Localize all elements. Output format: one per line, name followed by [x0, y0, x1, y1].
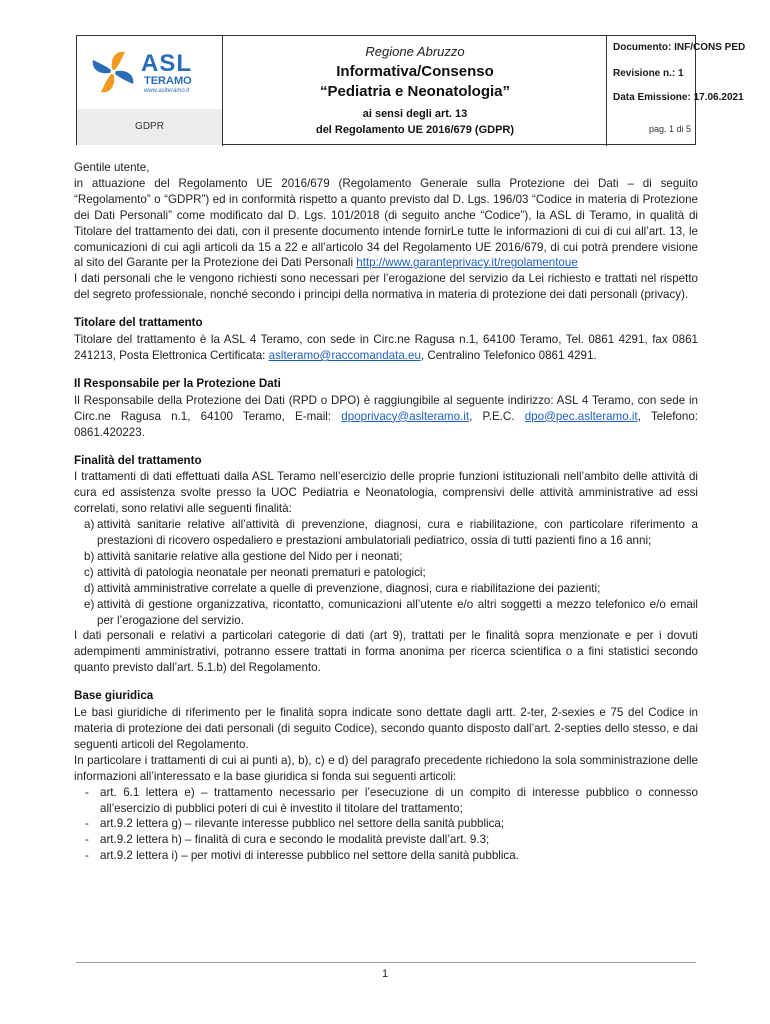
revision-number: Revisione n.: 1 [613, 68, 684, 79]
rpd-pec-link[interactable]: dpo@pec.aslteramo.it [524, 409, 638, 423]
list-marker: b) [84, 549, 95, 563]
gdpr-label: GDPR [77, 109, 222, 145]
titolare-tail: , Centralino Telefonico 0861 4291. [420, 348, 597, 362]
section-heading-base: Base giuridica [74, 689, 154, 703]
logo [77, 36, 222, 110]
list-marker: a) [84, 518, 95, 532]
page-indicator: pag. 1 di 5 [648, 124, 691, 134]
header-logo-cell [77, 36, 223, 146]
intro-text: in attuazione del Regolamento UE 2016/679 (Regolamento Generale sulla Protezione dei Dati – di seguito “Regolamento” o “GDPR”) ed in conformità rispetto a quanto previsto dal D. Lgs. 196/03 “Codice in materia di Protezione dei Dati Personali” come modificato dal D. Lgs. 101/2018 (di seguito anche “Codice”), la ASL di Teramo, in qualità di Titolare del trattamento dei dati, con il presente documento intende fornirLe tutte le informazioni di cui di cui all’art. 13, le comunicazioni di cui agli articoli da 15 a 22 e all’articolo 34 del Regolamento UE 2016/679, di cui potrà prendere visione al sito del Garante per la Protezione dei Dati Personali [74, 176, 698, 270]
rpd-mid: , P.E.C. [469, 409, 515, 423]
list-marker: c) [84, 565, 94, 579]
finalita-intro: I trattamenti di dati effettuati dalla ASL Teramo nell’esercizio delle proprie funzioni istituzionali nell’ambito delle attività di cura ed assistenza svolte presso la UOC Pediatria e Neonatologia, comprensivi delle attività amministrative ad essi correlati, sono relativi alle seguenti finalità: [74, 470, 698, 516]
titolare-paragraph [74, 332, 698, 364]
rpd-phone: Telefono: 0861.420223. [74, 409, 698, 439]
list-item-text: art. 6.1 lettera e) – trattamento necessario per l’esecuzione di un compito di interesse pubblico o connesso all’esercizio di pubblici poteri di cui è investito il titolare del trattamento; [100, 785, 698, 815]
intro-paragraph [74, 176, 698, 271]
list-item [74, 517, 698, 549]
base-list [74, 785, 698, 865]
footer-divider [76, 962, 696, 963]
footer-page-number: 1 [381, 968, 389, 980]
document-body [74, 160, 698, 864]
asl-pinwheel-icon [89, 46, 137, 98]
section-heading-titolare: Titolare del trattamento [74, 316, 203, 330]
garante-link[interactable]: http://www.garanteprivacy.it/regolamentoue [356, 256, 578, 270]
header-meta-cell [607, 36, 746, 146]
document-subtitle: “Pediatria e Neonatologia” [319, 83, 511, 100]
titolare-text: Titolare del trattamento è la ASL 4 Teramo, con sede in Circ.ne Ragusa n.1, 64100 Teramo, Tel. 0861 4291, fax 0861 241213, Posta Elettronica Certificata: [74, 333, 698, 362]
rpd-text: Il Responsabile della Protezione dei Dati (RPD o DPO) è raggiungibile al seguente indirizzo: ASL 4 Teramo, con sede in Circ.ne Ragusa n.1, 64100 Teramo, E-mail: [74, 393, 698, 423]
list-marker: - [85, 817, 89, 831]
regulation-reference: del Regolamento UE 2016/679 (GDPR) [315, 124, 515, 136]
intro-paragraph-2: I dati personali che le vengono richiesti sono necessari per l’erogazione del servizio da Lei richiesto e trattati nel rispetto del segreto professionale, nonché secondo i principi della normativa in materia di protezione dei dati personali (privacy). [74, 272, 698, 302]
base-paragraph-2: In particolare i trattamenti di cui ai punti a), b), c) e d) del paragrafo precedente richiedono la sola somministrazione delle informazioni all’interessato e la base giuridica si fonda sui seguenti articoli: [74, 753, 698, 783]
region-name: Regione Abruzzo [365, 44, 465, 59]
section-heading-finalita: Finalità del trattamento [74, 453, 202, 467]
finalita-list [74, 517, 698, 628]
list-marker: e) [84, 597, 95, 611]
section-heading-rpd: Il Responsabile per la Protezione Dati [74, 376, 281, 390]
header-title-cell [223, 36, 607, 146]
list-marker: - [85, 833, 89, 847]
list-item-text: art.9.2 lettera i) – per motivi di interesse pubblico nel settore della sanità pubblica. [100, 849, 519, 863]
rpd-email-link[interactable]: dpoprivacy@aslteramo.it [341, 409, 470, 423]
greeting: Gentile utente, [74, 161, 150, 174]
logo-asl-text: ASL [141, 50, 192, 77]
rpd-tail: , [637, 409, 641, 423]
logo-teramo-text: TERAMO [144, 75, 192, 87]
base-paragraph-1: Le basi giuridiche di riferimento per le finalità sopra indicate sono dettate dagli artt. 2-ter, 2-sexies e 75 del Codice in materia di protezione dei dati personali (di seguito Codice), secondo quanto disposto dall’art. 2-septies dello stesso, e dai seguenti articoli del Regolamento. [74, 706, 698, 751]
rpd-paragraph [74, 393, 698, 441]
list-item [74, 549, 698, 565]
list-item [74, 816, 698, 832]
list-item-text: art.9.2 lettera h) – finalità di cura e secondo le modalità previste dall’art. 9.3; [100, 833, 490, 847]
list-item [74, 597, 698, 629]
document-title: Informativa/Consenso [336, 63, 494, 80]
list-item-text: attività sanitarie relative alla gestione del Nido per i neonati; [97, 549, 403, 563]
logo-url-text: www.aslteramo.it [144, 88, 190, 94]
list-item [74, 832, 698, 848]
list-item-text: art.9.2 lettera g) – rilevante interesse pubblico nel settore della sanità pubblica; [100, 817, 505, 831]
list-marker: - [85, 785, 89, 799]
list-marker: - [85, 849, 89, 863]
document-code: Documento: INF/CONS PED [613, 42, 746, 53]
issue-date: Data Emissione: 17.06.2021 [613, 92, 744, 103]
list-item [74, 565, 698, 581]
finalita-outro: I dati personali e relativi a particolari categorie di dati (art 9), trattati per le finalità sopra menzionate e per i dovuti adempimenti amministrativi, potranno essere trattati in forma anonima per ricerca scientifica o a fini statistici secondo quanto previsto dall’art. 5.1.b) del Regolamento. [74, 629, 698, 675]
list-marker: d) [84, 581, 95, 595]
list-item [74, 581, 698, 597]
list-item-text: attività sanitarie relative all’attività di prevenzione, diagnosi, cura e riabilitazione, con particolare riferimento a prestazioni di ricovero ospedaliero e prestazioni ambulatoriali pediatrico, ossia di tutti pazienti fino a 16 anni; [97, 518, 698, 548]
list-item-text: attività di gestione organizzativa, ricontatto, comunicazioni all’utente e/o altri soggetti a mezzo telefonico e/o email per l’erogazione del servizio. [97, 597, 698, 627]
document-header [76, 35, 746, 145]
list-item [74, 785, 698, 817]
article-reference: ai sensi degli art. 13 [362, 108, 468, 120]
list-item [74, 848, 698, 864]
titolare-pec-link[interactable]: aslteramo@raccomandata.eu [268, 348, 421, 362]
list-item-text: attività di patologia neonatale per neonati prematuri e patologici; [97, 565, 426, 579]
list-item-text: attività amministrative correlate a quelle di prevenzione, diagnosi, cura e riabilitazione dei pazienti; [97, 581, 601, 595]
